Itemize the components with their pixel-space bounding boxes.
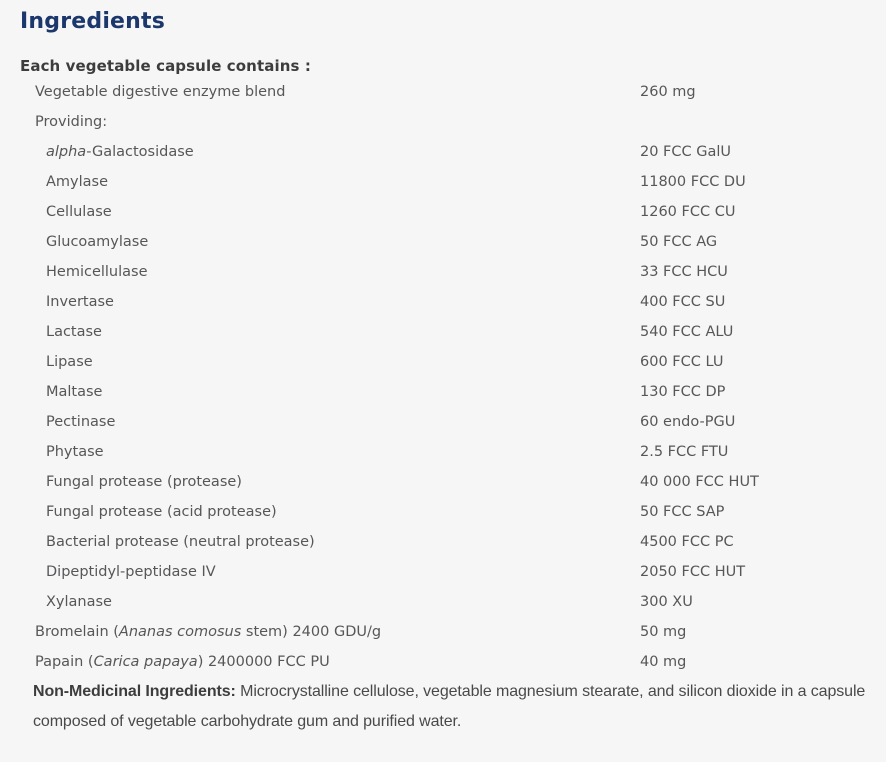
ingredient-amount: 20 FCC GalU	[640, 144, 732, 160]
ingredient-name	[20, 444, 104, 460]
ingredient-name	[20, 594, 112, 610]
ingredient-name-text: ) 2400000 FCC PU	[197, 654, 330, 670]
table-row	[20, 347, 866, 377]
ingredient-name	[20, 324, 102, 340]
ingredient-name	[20, 234, 148, 250]
ingredient-name-italic: Ananas comosus	[118, 624, 242, 640]
ingredient-name	[20, 414, 115, 430]
table-row	[20, 257, 866, 287]
ingredient-name	[20, 204, 112, 220]
ingredient-name	[20, 564, 216, 580]
ingredient-name-text: Maltase	[46, 384, 103, 400]
non-medicinal-text: Microcrystalline cellulose, vegetable magnesium stearate, and silicon dioxide in a capsule composed of vegetable carbohydrate gum and purified water.	[33, 683, 866, 730]
table-row	[20, 527, 866, 557]
ingredient-amount: 40 mg	[640, 654, 687, 670]
non-medicinal-paragraph	[20, 677, 866, 737]
ingredient-name-text: Bromelain (	[35, 624, 119, 640]
ingredient-amount: 50 FCC SAP	[640, 504, 725, 520]
table-row	[20, 227, 866, 257]
ingredient-name-text: Dipeptidyl-peptidase IV	[46, 564, 216, 580]
ingredient-amount: 4500 FCC PC	[640, 534, 734, 550]
ingredient-amount: 1260 FCC CU	[640, 204, 736, 220]
capsule-contains-heading: Each vegetable capsule contains :	[20, 57, 311, 75]
ingredient-name-text: Providing:	[35, 114, 108, 130]
ingredient-name	[20, 294, 114, 310]
table-row	[20, 77, 866, 107]
table-row	[20, 467, 866, 497]
ingredient-name-text: Glucoamylase	[46, 234, 149, 250]
ingredient-name	[20, 114, 107, 130]
ingredient-name-text: Vegetable digestive enzyme blend	[35, 84, 286, 100]
ingredient-name-text: Amylase	[46, 174, 109, 190]
ingredient-amount: 300 XU	[640, 594, 693, 610]
ingredient-name-text: Xylanase	[46, 594, 112, 610]
table-row	[20, 497, 866, 527]
ingredient-amount: 130 FCC DP	[640, 384, 726, 400]
ingredient-amount: 2.5 FCC FTU	[640, 444, 729, 460]
ingredient-amount: 600 FCC LU	[640, 354, 724, 370]
ingredient-amount: 260 mg	[640, 84, 696, 100]
ingredient-name-text: Bacterial protease (neutral protease)	[46, 534, 315, 550]
ingredient-name	[20, 264, 148, 280]
ingredient-name	[20, 84, 285, 100]
ingredient-name	[20, 474, 242, 490]
ingredients-table	[20, 77, 866, 677]
table-row	[20, 287, 866, 317]
table-row	[20, 587, 866, 617]
ingredient-name-text: Pectinase	[46, 414, 116, 430]
table-row	[20, 197, 866, 227]
ingredient-name	[20, 384, 102, 400]
table-row	[20, 557, 866, 587]
table-row	[20, 617, 866, 647]
non-medicinal-label: Non-Medicinal Ingredients:	[33, 683, 236, 700]
table-row	[20, 647, 866, 677]
ingredient-name	[20, 504, 277, 520]
ingredient-name	[20, 354, 93, 370]
table-row	[20, 317, 866, 347]
ingredient-amount: 11800 FCC DU	[640, 174, 746, 190]
ingredient-name-text: -Galactosidase	[86, 144, 194, 160]
ingredient-name-text: Papain (	[35, 654, 94, 670]
ingredient-amount: 540 FCC ALU	[640, 324, 734, 340]
ingredient-name-text: Lactase	[46, 324, 102, 340]
ingredient-name	[20, 654, 330, 670]
ingredient-name-text: Lipase	[46, 354, 93, 370]
ingredient-name-italic: alpha	[46, 144, 87, 160]
ingredient-name-text: Invertase	[46, 294, 114, 310]
ingredient-amount: 400 FCC SU	[640, 294, 726, 310]
table-row	[20, 167, 866, 197]
ingredient-name	[20, 144, 194, 160]
table-row	[20, 407, 866, 437]
ingredient-amount: 60 endo-PGU	[640, 414, 736, 430]
table-row	[20, 377, 866, 407]
ingredient-name	[20, 624, 381, 640]
table-row	[20, 107, 866, 137]
ingredient-name-text: Fungal protease (protease)	[46, 474, 242, 490]
ingredient-name-italic: Carica papaya	[93, 654, 198, 670]
ingredient-name	[20, 174, 108, 190]
ingredient-amount: 33 FCC HCU	[640, 264, 728, 280]
ingredient-amount: 50 mg	[640, 624, 687, 640]
page-title: Ingredients	[20, 9, 166, 34]
ingredient-amount: 40 000 FCC HUT	[640, 474, 759, 490]
table-row	[20, 137, 866, 167]
ingredient-name-text: Hemicellulase	[46, 264, 148, 280]
ingredient-amount: 2050 FCC HUT	[640, 564, 746, 580]
ingredient-amount: 50 FCC AG	[640, 234, 718, 250]
ingredient-name-text: Fungal protease (acid protease)	[46, 504, 277, 520]
ingredient-name-text: stem) 2400 GDU/g	[241, 624, 382, 640]
ingredient-name-text: Cellulase	[46, 204, 112, 220]
ingredient-name-text: Phytase	[46, 444, 104, 460]
table-row	[20, 437, 866, 467]
ingredient-name	[20, 534, 315, 550]
